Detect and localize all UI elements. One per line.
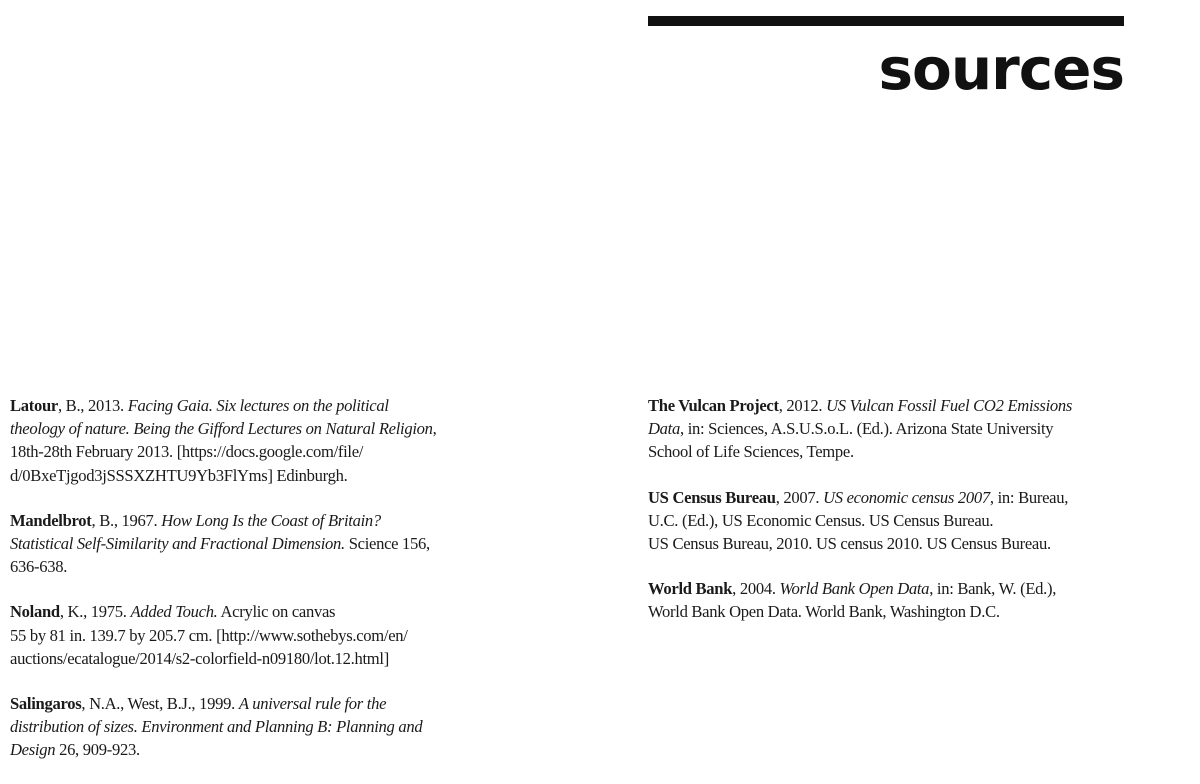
reference-title: distribution of sizes. Environment and Planning B: Planning and: [10, 717, 423, 737]
reference-title: US economic census 2007: [823, 487, 990, 507]
reference-author: Noland: [10, 602, 60, 622]
reference-title: World Bank Open Data: [779, 579, 930, 599]
reference-author: Mandelbrot: [10, 510, 92, 530]
reference-title: A universal rule for the: [238, 694, 387, 714]
reference-title: Facing Gaia. Six lectures on the political: [127, 396, 389, 415]
header-rule: [648, 16, 1124, 26]
page-heading: sources: [878, 35, 1124, 103]
reference-title: Added Touch.: [130, 602, 218, 622]
reference-entry: Mandelbrot, B., 1967. How Long Is the Coast of Britain? Statistical Self-Similarity and Fractional Dimension. Science 156, 636-638.: [10, 510, 430, 577]
references-right-column: [648, 394, 1148, 646]
reference-title: theology of nature. Being the Gifford Lectures on Natural Religion: [10, 419, 433, 439]
reference-author: Salingaros: [10, 694, 82, 714]
reference-title: Data: [648, 419, 680, 439]
reference-entry: The Vulcan Project, 2012. US Vulcan Fossil Fuel CO2 Emissions Data, in: Sciences, A.S.U.S.o.L. (Ed.). Arizona State University School of Life Sciences, Tempe.: [648, 396, 1073, 462]
reference-entry: US Census Bureau, 2007. US economic census 2007, in: Bureau, U.C. (Ed.), US Economic Census. US Census Bureau. US Census Bureau, 2010. US census 2010. US Census Bureau.: [648, 487, 1069, 554]
reference-entry: Latour, B., 2013. Facing Gaia. Six lectures on the political theology of nature. Being the Gifford Lectures on Natural Religion, 18th-28th February 2013. [https://docs.google.com/file/ d/0BxeTjgod3jSSSXZHTU9Yb3FlYms] Edinburgh.: [10, 396, 437, 485]
references-left-column: [10, 394, 500, 784]
reference-entry: World Bank, 2004. World Bank Open Data, in: Bank, W. (Ed.), World Bank Open Data. World Bank, Washington D.C.: [648, 579, 1057, 622]
reference-author: US Census Bureau: [648, 487, 776, 507]
reference-title: US Vulcan Fossil Fuel CO2 Emissions: [826, 396, 1073, 415]
reference-author: Latour: [10, 396, 58, 415]
reference-title: Statistical Self-Similarity and Fractional Dimension.: [10, 534, 345, 554]
reference-title: Design: [10, 740, 56, 760]
reference-title: How Long Is the Coast of Britain?: [161, 510, 381, 530]
reference-author: The Vulcan Project: [648, 396, 779, 415]
reference-author: World Bank: [648, 579, 733, 599]
reference-entry: Noland, K., 1975. Added Touch. Acrylic on canvas 55 by 81 in. 139.7 by 205.7 cm. [http://www.sothebys.com/en/ auctions/ecatalogue/2014/s2-colorfield-n09180/lot.12.html]: [10, 602, 408, 668]
reference-entry: Salingaros, N.A., West, B.J., 1999. A universal rule for the distribution of sizes. Environment and Planning B: Planning and Design 26, 909-923.: [10, 694, 423, 760]
